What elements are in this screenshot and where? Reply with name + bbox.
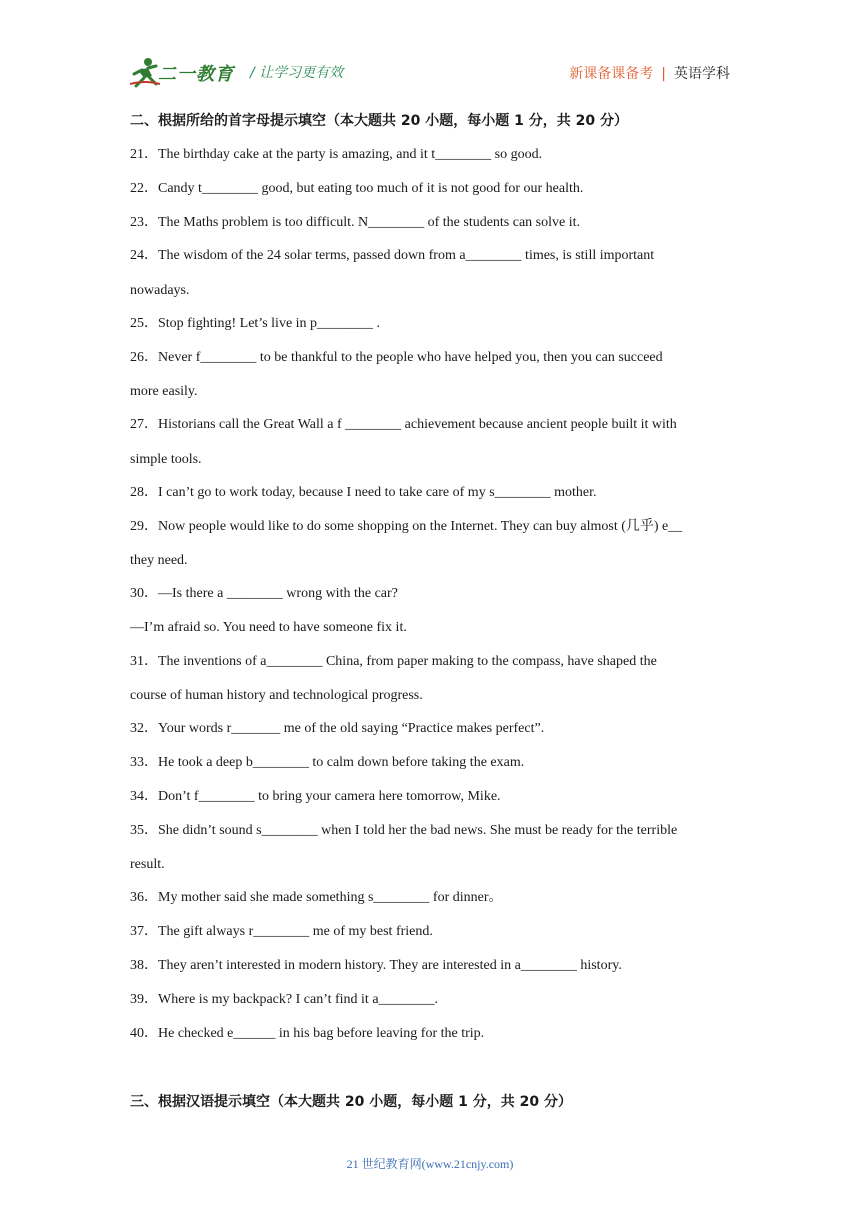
question-continuation: course of human history and technological progress. bbox=[130, 688, 423, 703]
question-line: 37．The gift always r________ me of my best friend. bbox=[130, 924, 433, 939]
question-continuation: more easily. bbox=[130, 384, 198, 399]
question-line: 33．He took a deep b________ to calm down before taking the exam. bbox=[130, 755, 525, 770]
question-line: 21．The birthday cake at the party is amazing, and it t________ so good. bbox=[130, 147, 543, 162]
question-line: 30．—Is there a ________ wrong with the car? bbox=[130, 586, 398, 601]
question-line: 34．Don’t f________ to bring your camera here tomorrow, Mike. bbox=[130, 789, 501, 804]
question-line: 27．Historians call the Great Wall a f ________ achievement because ancient people built it with bbox=[130, 417, 677, 432]
question-continuation: they need. bbox=[130, 553, 188, 568]
question-line: 23．The Maths problem is too difficult. N________ of the students can solve it. bbox=[130, 215, 581, 230]
header-right bbox=[569, 63, 730, 83]
header-separator: | bbox=[661, 66, 666, 82]
question-line: 32．Your words r_______ me of the old saying “Practice makes perfect”. bbox=[130, 721, 545, 736]
page-header bbox=[130, 56, 730, 90]
logo-text: 二一教育 bbox=[158, 64, 234, 85]
section-3-title: 三、根据汉语提示填空（本大题共 20 小题，每小题 1 分，共 20 分） bbox=[130, 1094, 572, 1110]
question-line: 35．She didn’t sound s________ when I told her the bad news. She must be ready for the terrible bbox=[130, 823, 678, 838]
section-2-title: 二、根据所给的首字母提示填空（本大题共 20 小题，每小题 1 分，共 20 分） bbox=[130, 113, 628, 129]
question-line: 24．The wisdom of the 24 solar terms, passed down from a________ times, is still important bbox=[130, 248, 655, 263]
question-line: 39．Where is my backpack? I can’t find it a________. bbox=[130, 992, 439, 1007]
question-line: 26．Never f________ to be thankful to the people who have helped you, then you can succeed bbox=[130, 350, 663, 365]
question-line: 31．The inventions of a________ China, from paper making to the compass, have shaped the bbox=[130, 654, 657, 669]
site-logo bbox=[130, 56, 242, 88]
question-line: 25．Stop fighting! Let’s live in p________ . bbox=[130, 316, 381, 331]
question-line: 38．They aren’t interested in modern history. They are interested in a________ history. bbox=[130, 958, 622, 973]
question-line: 40．He checked e______ in his bag before leaving for the trip. bbox=[130, 1026, 485, 1041]
question-line: 36．My mother said she made something s________ for dinner。 bbox=[130, 890, 503, 905]
question-line: 28．I can’t go to work today, because I need to take care of my s________ mother. bbox=[130, 485, 597, 500]
page-footer: 21 世纪教育网(www.21cnjy.com) bbox=[346, 1157, 514, 1171]
question-line: 22．Candy t________ good, but eating too much of it is not good for our health. bbox=[130, 181, 584, 196]
runner-logo-icon bbox=[130, 56, 160, 88]
course-label: 新课备课备考 bbox=[569, 66, 654, 82]
question-line: 29．Now people would like to do some shopping on the Internet. They can buy almost (几乎) e__ bbox=[130, 519, 683, 534]
question-continuation: result. bbox=[130, 857, 165, 872]
subject-label: 英语学科 bbox=[674, 66, 730, 82]
question-continuation: nowadays. bbox=[130, 283, 190, 298]
question-continuation: simple tools. bbox=[130, 452, 202, 467]
slogan: / 让学习更有效 bbox=[250, 65, 344, 81]
question-continuation: —I’m afraid so. You need to have someone fix it. bbox=[130, 620, 407, 635]
